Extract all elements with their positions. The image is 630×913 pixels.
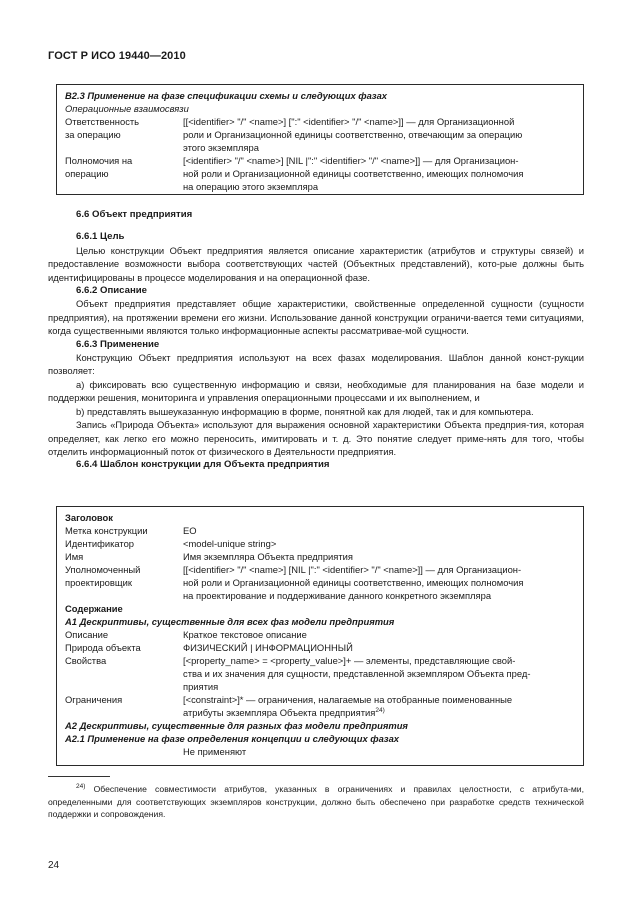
paragraph-6-6-2: Объект предприятия представляет общие характеристики, свойственные определенной сущности (сущности предприятия), на протяжении времени его жизни. Использование данной конструкции ограничи-вается теми ситуациями, когда существенными являются только информационные аспекты рассматривае-мой сущности.: [48, 298, 584, 337]
row-label: Ограничения: [65, 694, 123, 705]
template-row: [65, 563, 575, 602]
row-label-line: Полномочия на: [65, 155, 133, 166]
paragraph-6-6-3a: Конструкцию Объект предприятия используют на всех фазах моделирования. Шаблон данной конст-рукции позволяет:: [48, 352, 584, 377]
row-value: [183, 115, 575, 154]
row-value-line: [<property_name> = <property_value>]+ — элементы, представляющие свой-: [183, 655, 516, 666]
paragraph-6-6-3c: b) представлять вышеуказанную информацию в форме, понятной как для людей, так и для компьютера.: [76, 405, 534, 417]
heading-6-6-1: 6.6.1 Цель: [76, 231, 125, 243]
row-label-line: проектировщик: [65, 577, 132, 588]
template-row: [65, 524, 575, 537]
row-label-line: за операцию: [65, 129, 121, 140]
paragraph-6-6-3b: a) фиксировать всю существенную информацию и связи, необходимые для планирования на базе модели и поддержки решения, мониторинга и управления операционными процессами и их выполнением, и: [48, 378, 584, 404]
footnote-ref: 24): [375, 706, 385, 714]
section-6-6: [48, 208, 584, 472]
row-value: [183, 628, 575, 641]
standard-header: ГОСТ Р ИСО 19440—2010: [48, 50, 186, 62]
row-label: [65, 115, 183, 154]
row-value: [183, 537, 575, 550]
row-label-line: Свойства: [65, 655, 107, 666]
row-label: [65, 524, 183, 537]
heading-6-6-3: 6.6.3 Применение: [76, 338, 160, 350]
constraint-line2: атрибуты экземпляра Объекта предприятия: [183, 707, 376, 718]
box2-header-title: Заголовок: [65, 512, 113, 523]
row-label: [65, 641, 183, 654]
row-value-line: роли и Организационной единицы соответственно, отвечающим за операцию: [183, 129, 523, 140]
row-value: [183, 154, 575, 193]
box2-a2-title: A2 Дескриптивы, существенные для разных фаз модели предприятия: [65, 720, 408, 731]
row-label: [65, 550, 183, 563]
box1-title: B2.3 Применение на фазе спецификации схемы и следующих фазах: [65, 90, 388, 101]
paragraph-6-6-3d: Запись «Природа Объекта» используют для выражения основной характеристики Объекта предприя-тия, которая определяет, как легко его можно переносить, имитировать и т. д. Это понятие следует приме-нять для того, чтобы отделить информационный поток от физического в Деятельности предприятия.: [48, 419, 584, 457]
row-value-line: ства и их значения для сущности, представленной экземпляром Объекта пред-: [183, 668, 531, 679]
row-value-line: Имя экземпляра Объекта предприятия: [183, 551, 353, 562]
template-row: [65, 550, 575, 563]
row-label-line: Идентификатор: [65, 538, 135, 549]
template-row: [65, 115, 575, 154]
template-row: [65, 654, 575, 693]
template-row: [65, 628, 575, 641]
box2-a1-rows: [65, 628, 575, 693]
heading-6-6: 6.6 Объект предприятия: [76, 209, 193, 220]
row-value-line: [[<identifier> "/" <name>] [":" <identifier> "/" <name>]] — для Организационной: [183, 116, 515, 127]
row-value-line: ной роли и Организационной единицы соответственно, имеющих полномочия: [183, 577, 524, 588]
box1-subtitle: Операционные взаимосвязи: [65, 103, 189, 114]
row-value-line: ной роли и Организационной единицы соответственно, имеющих полномочия: [183, 168, 524, 179]
row-label-line: Описание: [65, 629, 109, 640]
row-value: [183, 654, 575, 693]
row-label-line: Природа объекта: [65, 642, 141, 653]
row-value-line: Краткое текстовое описание: [183, 629, 307, 640]
box2-a1-title: A1 Дескриптивы, существенные для всех фаз модели предприятия: [65, 616, 395, 627]
box2-content-title: Содержание: [65, 603, 123, 614]
row-value-line: ФИЗИЧЕСКИЙ | ИНФОРМАЦИОННЫЙ: [183, 642, 353, 653]
row-value: [183, 524, 575, 537]
template-row: [65, 641, 575, 654]
row-value-line: приятия: [183, 681, 219, 692]
row-value: [183, 550, 575, 563]
row-label: [65, 628, 183, 641]
template-box-b23: [56, 84, 584, 195]
row-value-line: [<identifier> "/" <name>] [NIL |":" <identifier> "/" <name>]] — для Организацион-: [183, 155, 519, 166]
row-value-line: на проектирование и поддерживание данного конкретного экземпляра: [183, 590, 492, 601]
row-value: [183, 563, 575, 602]
footnote-divider: [48, 776, 110, 777]
heading-6-6-4: 6.6.4 Шаблон конструкции для Объекта предприятия: [76, 459, 330, 471]
row-label: [65, 563, 183, 602]
footnote: [48, 783, 584, 821]
row-label: [65, 654, 183, 693]
paragraph-6-6-1: Целью конструкции Объект предприятия является описание характеристик (атрибутов и структуры связей) и предоставление возможности выбора соответствующих частей (Объектных представлений), кото-рые должны быть идентифицированы в процессе моделирования и на операционной фазе.: [48, 244, 584, 283]
row-label-line: Уполномоченный: [65, 564, 141, 575]
row-label-line: Ответственность: [65, 116, 140, 127]
row-label: [65, 537, 183, 550]
row-value-line: <model-unique string>: [183, 538, 277, 549]
footnote-mark: 24): [76, 783, 86, 791]
box1-rows: [65, 115, 575, 193]
row-label-line: Имя: [65, 551, 84, 562]
template-box-eo: [56, 506, 584, 766]
footnote-text: Обеспечение совместимости атрибутов, указанных в ограничениях и правилах целостности, с атрибута-ми, определенными для соответствующих экземпляров конструкции, должно быть обеспечено при разработке средств технической поддержки и сопровождения.: [48, 784, 584, 819]
constraint-row: [65, 693, 575, 719]
template-row: [65, 154, 575, 193]
template-row: [65, 537, 575, 550]
constraint-line1: [<constraint>]* — ограничения, налагаемые на отобранные поименованные: [183, 694, 513, 705]
row-value-line: на операцию этого экземпляра: [183, 181, 319, 192]
row-label: [65, 154, 183, 193]
not-applied-text: Не применяют: [183, 746, 247, 757]
row-label-line: операцию: [65, 168, 109, 179]
box2-a21-title: A2.1 Применение на фазе определения концепции и следующих фазах: [65, 733, 399, 744]
row-value-line: этого экземпляра: [183, 142, 259, 153]
row-value: [183, 641, 575, 654]
row-value-line: [[<identifier> "/" <name>] [NIL |":" <identifier> "/" <name>]] — для Организацион-: [183, 564, 522, 575]
heading-6-6-2: 6.6.2 Описание: [76, 285, 147, 297]
box2-header-rows: [65, 524, 575, 602]
page-number: 24: [48, 860, 60, 871]
row-label-line: Метка конструкции: [65, 525, 148, 536]
row-value-line: EO: [183, 525, 197, 536]
